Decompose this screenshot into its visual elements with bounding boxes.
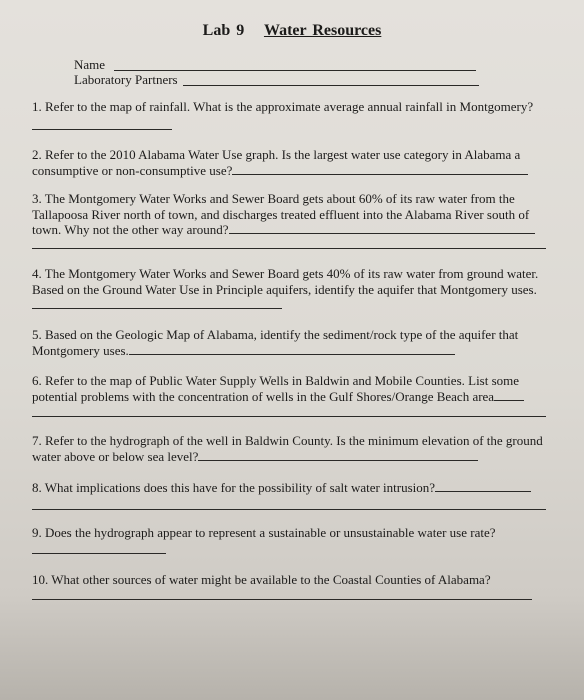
answer-line-8[interactable] <box>435 481 531 492</box>
answer-line-8b[interactable] <box>32 509 546 510</box>
question-2 <box>32 147 552 178</box>
lab-topic: Water Resources <box>263 22 382 39</box>
question-9-number: 9. <box>32 525 42 540</box>
question-8-number: 8. <box>32 480 42 495</box>
page-title <box>0 22 584 40</box>
answer-line-3[interactable] <box>229 223 535 234</box>
question-3-number: 3. <box>32 191 42 206</box>
lab-number: Lab 9 <box>202 22 245 39</box>
answer-line-9[interactable] <box>32 553 166 554</box>
answer-line-6[interactable] <box>494 390 524 401</box>
question-5-text: Based on the Geologic Map of Alabama, identify the sediment/rock type of the aquifer that Montgomery uses. <box>32 327 519 358</box>
question-6-text: Refer to the map of Public Water Supply Wells in Baldwin and Mobile Counties. List some potential problems with the concentration of wells in the Gulf Shores/Orange Beach area <box>32 373 520 404</box>
partners-line[interactable] <box>183 85 479 86</box>
answer-line-1[interactable] <box>32 129 172 130</box>
answer-line-5[interactable] <box>129 344 455 355</box>
name-label: Name <box>74 57 106 72</box>
question-7 <box>32 433 552 464</box>
question-1-text: Refer to the map of rainfall. What is the approximate average annual rainfall in Montgomery? <box>45 99 534 114</box>
name-line[interactable] <box>114 70 476 71</box>
answer-line-6b[interactable] <box>32 416 546 417</box>
question-9-text: Does the hydrograph appear to represent a sustainable or unsustainable water use rate? <box>45 525 496 540</box>
question-5 <box>32 327 552 358</box>
question-2-number: 2. <box>32 147 42 162</box>
question-1-number: 1. <box>32 99 42 114</box>
question-4-number: 4. <box>32 266 42 281</box>
question-3-text: The Montgomery Water Works and Sewer Board gets about 60% of its raw water from the Tallapoosa River north of town, and discharges treated effluent into the Alabama River south of town. Why not the other way around? <box>32 191 530 237</box>
question-10 <box>32 572 552 588</box>
answer-line-3b[interactable] <box>32 248 546 249</box>
question-8 <box>32 480 552 496</box>
answer-line-2[interactable] <box>232 164 528 175</box>
question-4 <box>32 266 552 313</box>
partners-label: Laboratory Partners <box>74 72 178 87</box>
question-2-text: Refer to the 2010 Alabama Water Use graph. Is the largest water use category in Alabama a consumptive or non-consumptive use? <box>32 147 521 178</box>
question-5-number: 5. <box>32 327 42 342</box>
question-10-text: What other sources of water might be available to the Coastal Counties of Alabama? <box>51 572 491 587</box>
question-10-number: 10. <box>32 572 49 587</box>
question-6 <box>32 373 552 404</box>
question-1 <box>32 99 552 115</box>
question-4-text: The Montgomery Water Works and Sewer Board gets 40% of its raw water from ground water. Based on the Ground Water Use in Principle aquifers, identify the aquifer that Montgomery uses. <box>32 266 539 297</box>
question-9 <box>32 525 552 541</box>
question-8-text: What implications does this have for the possibility of salt water intrusion? <box>44 480 436 495</box>
answer-line-7[interactable] <box>198 450 478 461</box>
question-3 <box>32 191 552 238</box>
question-7-number: 7. <box>32 433 42 448</box>
question-6-number: 6. <box>32 373 42 388</box>
question-7-text: Refer to the hydrograph of the well in Baldwin County. Is the minimum elevation of the ground water above or below sea level? <box>32 433 543 464</box>
answer-line-10[interactable] <box>32 599 532 600</box>
answer-line-4[interactable] <box>32 298 282 309</box>
